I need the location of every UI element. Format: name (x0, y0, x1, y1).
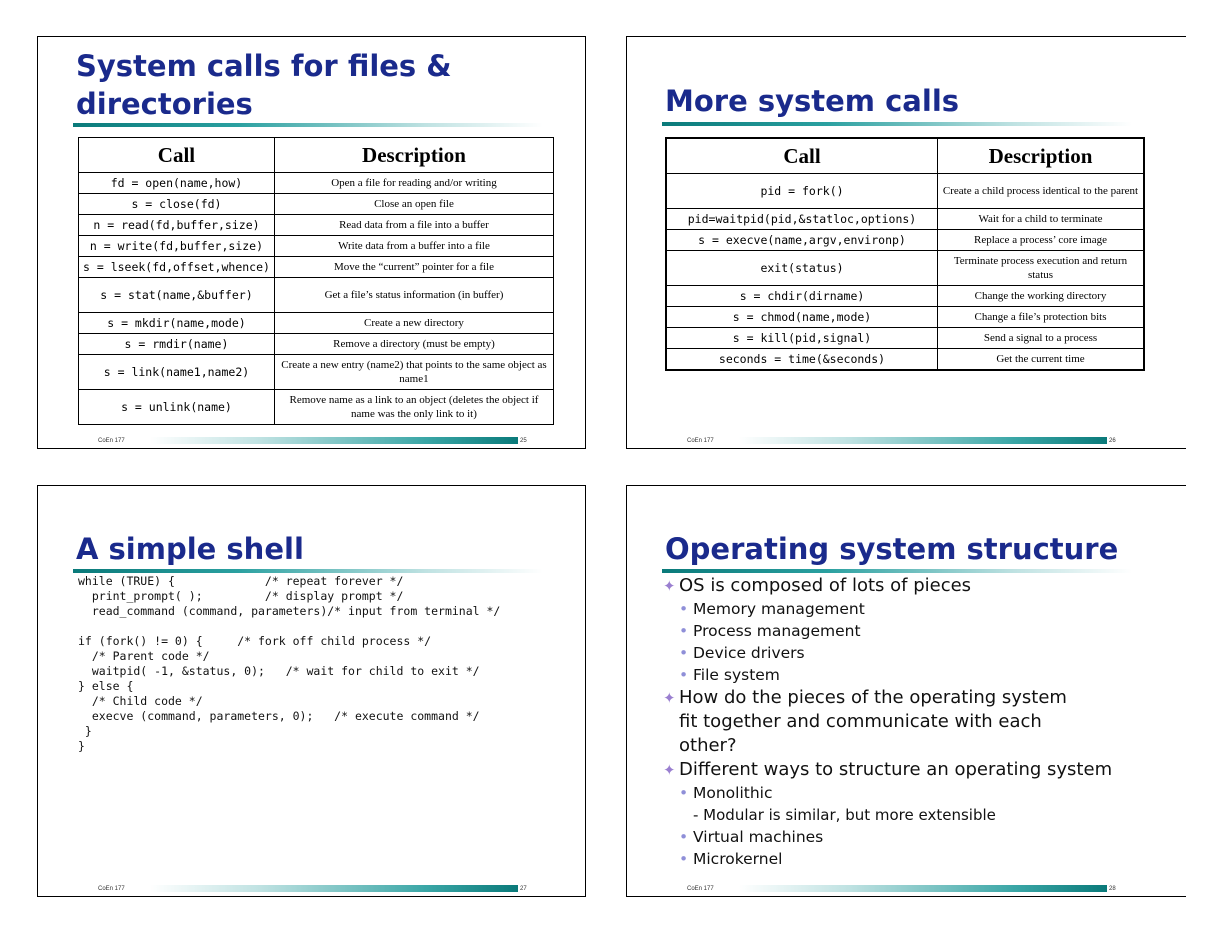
description-cell: Write data from a buffer into a file (274, 236, 553, 257)
description-cell: Change the working directory (938, 286, 1145, 307)
description-cell: Remove name as a link to an object (deletes the object if name was the only link to it) (274, 390, 553, 425)
call-cell: fd = open(name,how) (79, 173, 275, 194)
title-underline (662, 569, 1132, 573)
dot-bullet-icon: • (679, 600, 689, 618)
description-cell: Move the “current” pointer for a file (274, 257, 553, 278)
table-row (79, 334, 554, 355)
dot-bullet-icon: • (679, 644, 689, 662)
dot-bullet-icon: • (679, 784, 689, 802)
call-cell: pid=waitpid(pid,&statloc,options) (666, 209, 938, 230)
system-calls-table (665, 137, 1145, 371)
description-cell: Terminate process execution and return status (938, 251, 1145, 286)
header-description: Description (938, 138, 1145, 174)
slide-file-system-calls (37, 36, 586, 449)
table-row (79, 236, 554, 257)
table-row (666, 286, 1144, 307)
call-cell: exit(status) (666, 251, 938, 286)
description-cell: Get the current time (938, 349, 1145, 371)
title-underline (73, 569, 543, 573)
page-number: 25 (520, 438, 527, 444)
description-cell: Send a signal to a process (938, 328, 1145, 349)
footer-bar (739, 885, 1107, 892)
footer-course-label: CoEn 177 (98, 438, 125, 444)
description-cell: Replace a process’ core image (938, 230, 1145, 251)
star-bullet-icon: ✦ (663, 577, 676, 595)
table-row (79, 257, 554, 278)
slide-title: More system calls (665, 84, 960, 118)
system-calls-table (78, 137, 554, 425)
call-cell: s = link(name1,name2) (79, 355, 275, 390)
footer-course-label: CoEn 177 (687, 438, 714, 444)
table-row (666, 307, 1144, 328)
call-cell: seconds = time(&seconds) (666, 349, 938, 371)
star-bullet-icon: ✦ (663, 761, 676, 779)
call-cell: s = execve(name,argv,environp) (666, 230, 938, 251)
call-cell: s = kill(pid,signal) (666, 328, 938, 349)
bullet-item: ✦ Different ways to structure an operating system (663, 759, 1113, 780)
footer-bar (150, 885, 518, 892)
title-underline (73, 123, 543, 127)
page-number: 28 (1109, 886, 1116, 892)
description-cell: Create a new entry (name2) that points to the same object as name1 (274, 355, 553, 390)
description-cell: Open a file for reading and/or writing (274, 173, 553, 194)
slide-title: Operating system structure (665, 532, 1119, 566)
call-cell: s = close(fd) (79, 194, 275, 215)
call-cell: s = mkdir(name,mode) (79, 313, 275, 334)
sub-bullet-item: • Virtual machines (679, 828, 824, 846)
slide-title: A simple shell (76, 532, 304, 566)
table-row (666, 328, 1144, 349)
slide-os-structure (626, 485, 1186, 897)
table-row (666, 174, 1144, 209)
footer-bar (739, 437, 1107, 444)
page-number: 27 (520, 886, 527, 892)
table-row (79, 313, 554, 334)
table-row (666, 349, 1144, 371)
call-cell: s = stat(name,&buffer) (79, 278, 275, 313)
table-row (79, 390, 554, 425)
page-number: 26 (1109, 438, 1116, 444)
table-row (79, 355, 554, 390)
header-description: Description (274, 138, 553, 173)
description-cell: Wait for a child to terminate (938, 209, 1145, 230)
call-cell: pid = fork() (666, 174, 938, 209)
call-cell: s = chdir(dirname) (666, 286, 938, 307)
call-cell: n = write(fd,buffer,size) (79, 236, 275, 257)
description-cell: Close an open file (274, 194, 553, 215)
bullet-item: ✦ How do the pieces of the operating system fit together and communicate with each other? (663, 687, 1067, 756)
bullet-item: ✦ OS is composed of lots of pieces (663, 575, 972, 596)
slide-more-system-calls (626, 36, 1186, 449)
bullet-list (663, 574, 1163, 870)
dot-bullet-icon: • (679, 666, 689, 684)
slide-title-line1: System calls for files & (76, 49, 452, 83)
footer-course-label: CoEn 177 (98, 886, 125, 892)
sub-bullet-item: • Monolithic (679, 784, 773, 802)
slide-title-line2: directories (76, 87, 253, 121)
description-cell: Remove a directory (must be empty) (274, 334, 553, 355)
description-cell: Create a child process identical to the parent (938, 174, 1145, 209)
call-cell: s = lseek(fd,offset,whence) (79, 257, 275, 278)
footer-bar (150, 437, 518, 444)
table-row (79, 215, 554, 236)
table-row (666, 209, 1144, 230)
header-call: Call (666, 138, 938, 174)
call-cell: s = unlink(name) (79, 390, 275, 425)
title-underline (662, 122, 1132, 126)
table-row (79, 278, 554, 313)
call-cell: s = rmdir(name) (79, 334, 275, 355)
description-cell: Read data from a file into a buffer (274, 215, 553, 236)
header-call: Call (79, 138, 275, 173)
star-bullet-icon: ✦ (663, 689, 676, 707)
sub-bullet-item: • Process management (679, 622, 861, 640)
call-cell: n = read(fd,buffer,size) (79, 215, 275, 236)
sub-bullet-item: • Memory management (679, 600, 865, 618)
footer-course-label: CoEn 177 (687, 886, 714, 892)
table-row (666, 251, 1144, 286)
sub-bullet-item: • Microkernel (679, 850, 783, 868)
table-row (666, 230, 1144, 251)
table-row (79, 194, 554, 215)
shell-code-block: while (TRUE) { /* repeat forever */ print_prompt( ); /* display prompt */ read_command (command, parameters)/* input from terminal */ if (fork() != 0) { /* fork off child process */ /* Parent code */ waitpid( -1, &status, 0); /* wait for child to exit */ } else { /* Child code */ execve (command, parameters, 0); /* execute command */ } } (78, 574, 501, 753)
slide-simple-shell (37, 485, 586, 897)
sub-bullet-item: • Device drivers (679, 644, 805, 662)
dot-bullet-icon: • (679, 622, 689, 640)
description-cell: Get a file’s status information (in buffer) (274, 278, 553, 313)
description-cell: Create a new directory (274, 313, 553, 334)
call-cell: s = chmod(name,mode) (666, 307, 938, 328)
dot-bullet-icon: • (679, 850, 689, 868)
dot-bullet-icon: • (679, 828, 689, 846)
sub-sub-bullet-item: - Modular is similar, but more extensible (693, 806, 996, 824)
sub-bullet-item: • File system (679, 666, 780, 684)
table-row (79, 173, 554, 194)
description-cell: Change a file’s protection bits (938, 307, 1145, 328)
